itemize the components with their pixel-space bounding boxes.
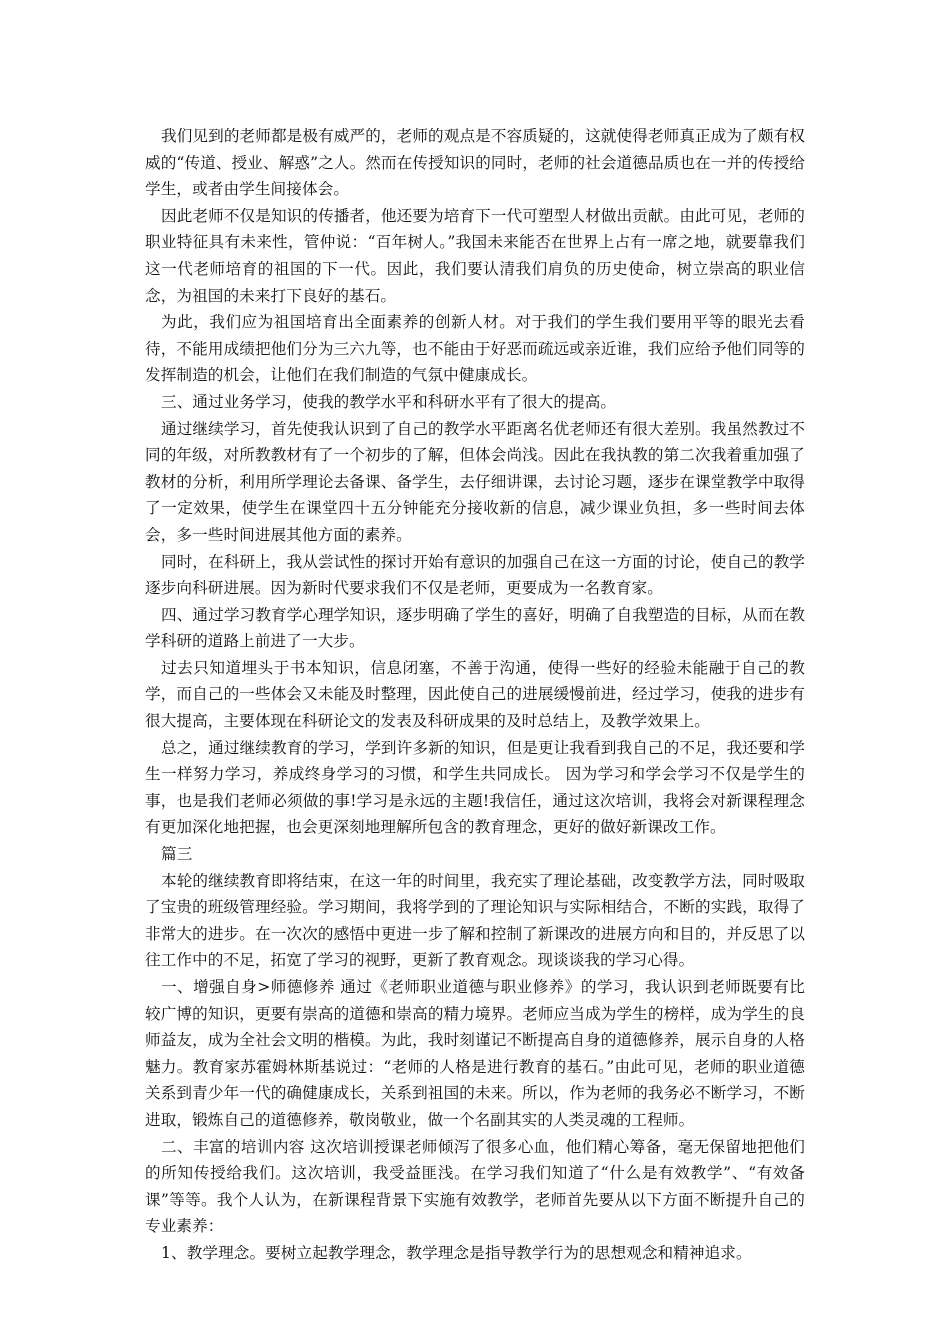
paragraph: 本轮的继续教育即将结束，在这一年的时间里，我充实了理论基础，改变教学方法，同时吸取了宝贵的班级管理经验。学习期间，我将学到的了理论知识与实际相结合，不断的实践，取得了非常大的进步。在一次次的感悟中更进一步了解和控制了新课改的进展方向和目的，并反思了以往工作中的不足，拓宽了学习的视野，更新了教育观念。现谈谈我的学习心得。 <box>145 871 805 970</box>
paragraph: 总之，通过继续教育的学习，学到许多新的知识，但是更让我看到我自己的不足，我还要和学生一样努力学习，养成终身学习的习惯，和学生共同成长。 因为学习和学会学习不仅是学生的事，也是我们老师必须做的事!学习是永远的主题!我信任，通过这次培训，我将会对新课程理念有更加深化地把握，也会更深刻地理解所包含的教育理念，更好的做好新课改工作。 <box>145 738 805 837</box>
paragraph: 一、增强自身>师德修养 通过《老师职业道德与职业修养》的学习，我认识到老师既要有比较广博的知识，更要有崇高的道德和崇高的精力境界。老师应当成为学生的榜样，成为学生的良师益友，成为全社会文明的楷模。为此，我时刻谨记不断提高自身的道德修养，展示自身的人格魅力。教育家苏霍姆林斯基说过：“老师的人格是进行教育的基石。”由此可见，老师的职业道德关系到青少年一代的确健康成长，关系到祖国的未来。所以，作为老师的我务必不断学习，不断进取，锻炼自己的道德修养，敬岗敬业，做一个名副其实的人类灵魂的工程师。 <box>145 978 805 1129</box>
paragraph: 因此老师不仅是知识的传播者，他还要为培育下一代可塑型人材做出贡献。由此可见，老师的职业特征具有未来性，管仲说：“百年树人。”我国未来能否在世界上占有一席之地，就要靠我们这一代老师培育的祖国的下一代。因此，我们要认清我们肩负的历史使命，树立崇高的职业信念，为祖国的未来打下良好的基石。 <box>145 206 805 305</box>
document-body <box>145 123 805 1267</box>
section-heading: 四、通过学习教育学心理学知识，逐步明确了学生的喜好，明确了自我塑造的目标，从而在教学科研的道路上前进了一大步。 <box>145 605 805 651</box>
paragraph: 1、教学理念。要树立起教学理念，教学理念是指导教学行为的思想观念和精神追求。 <box>161 1243 752 1262</box>
paragraph: 为此，我们应为祖国培育出全面素养的创新人材。对于我们的学生我们要用平等的眼光去看待，不能用成绩把他们分为三六九等，也不能由于好恶而疏远或亲近谁，我们应给予他们同等的发挥制造的机会，让他们在我们制造的气氛中健康成长。 <box>145 313 805 385</box>
section-heading: 三、通过业务学习，使我的教学水平和科研水平有了很大的提高。 <box>161 392 617 411</box>
paragraph: 过去只知道埋头于书本知识，信息闭塞，不善于沟通，使得一些好的经验未能融于自己的教学，而自己的一些体会又未能及时整理，因此使自己的进展缓慢前进，经过学习，使我的进步有很大提高，主要体现在科研论文的发表及科研成果的及时总结上，及教学效果上。 <box>145 658 805 731</box>
paragraph: 我们见到的老师都是极有威严的，老师的观点是不容质疑的，这就使得老师真正成为了颇有权威的“传道、授业、解惑”之人。然而在传授知识的同时，老师的社会道德品质也在一并的传授给学生，或者由学生间接体会。 <box>145 127 805 199</box>
paragraph: 同时，在科研上，我从尝试性的探讨开始有意识的加强自己在这一方面的讨论，使自己的教学逐步向科研进展。因为新时代要求我们不仅是老师，更要成为一名教育家。 <box>145 552 805 598</box>
chapter-title: 篇三 <box>161 845 193 864</box>
paragraph: 通过继续学习，首先使我认识到了自己的教学水平距离名优老师还有很大差别。我虽然教过不同的年级，对所教教材有了一个初步的了解，但体会尚浅。因此在我执教的第二次我着重加强了教材的分析，利用所学理论去备课、备学生，去仔细讲课，去讨论习题，逐步在课堂教学中取得了一定效果，使学生在课堂四十五分钟能充分接收新的信息，减少课业负担，多一些时间去体会，多一些时间进展其他方面的素养。 <box>145 419 805 544</box>
paragraph: 二、丰富的培训内容 这次培训授课老师倾泻了很多心血，他们精心筹备，毫无保留地把他们的所知传授给我们。这次培训，我受益匪浅。在学习我们知道了“什么是有效教学”、“有效备课”等等。我个人认为，在新课程背景下实施有效教学，老师首先要从以下方面不断提升自己的专业素养： <box>145 1137 805 1236</box>
